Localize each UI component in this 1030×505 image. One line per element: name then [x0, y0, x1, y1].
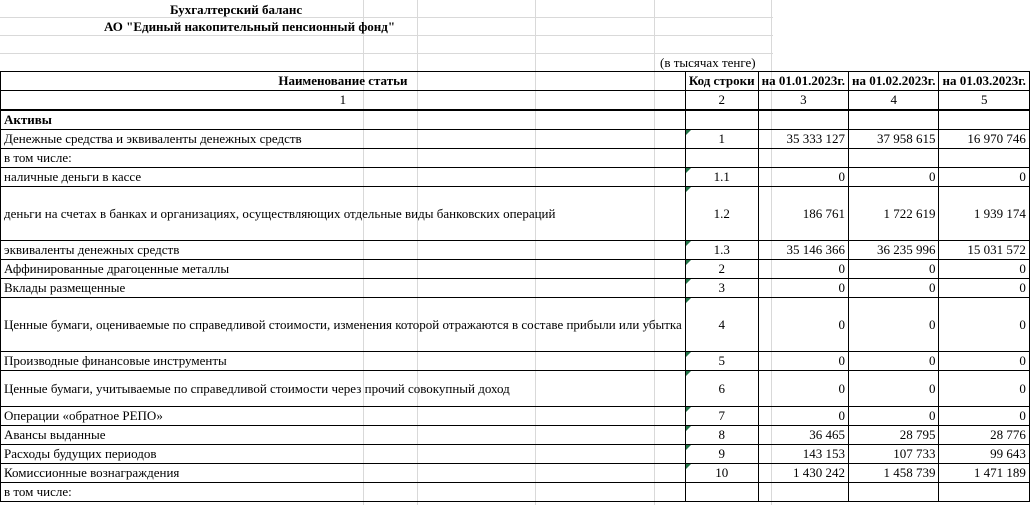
error-indicator-icon — [686, 464, 691, 469]
row-code-text: 9 — [718, 446, 725, 461]
row-name[interactable]: Аффинированные драгоценные металлы — [1, 260, 686, 279]
value-cell-2[interactable]: 0 — [849, 260, 939, 279]
value-cell-2[interactable]: 28 795 — [849, 426, 939, 445]
row-name[interactable]: наличные деньги в кассе — [1, 168, 686, 187]
row-name[interactable]: Операции «обратное РЕПО» — [1, 407, 686, 426]
row-code[interactable] — [685, 149, 758, 168]
section-title[interactable]: Активы — [1, 110, 686, 130]
grid-line — [0, 53, 773, 54]
row-code[interactable] — [685, 187, 758, 241]
value-cell-2[interactable] — [849, 483, 939, 502]
value-cell-3[interactable]: 0 — [939, 407, 1029, 426]
column-number[interactable]: 5 — [939, 91, 1029, 111]
value-cell-2[interactable]: 0 — [849, 168, 939, 187]
col-header-date-2[interactable]: на 01.02.2023г. — [849, 72, 939, 91]
value-cell-3[interactable]: 99 643 — [939, 445, 1029, 464]
value-cell-3[interactable]: 16 970 746 — [939, 130, 1029, 149]
table-row — [1, 241, 1030, 260]
value-cell-2[interactable]: 36 235 996 — [849, 241, 939, 260]
value-cell-2[interactable]: 1 722 619 — [849, 187, 939, 241]
column-number[interactable]: 3 — [758, 91, 848, 111]
value-cell-1[interactable]: 1 430 242 — [758, 464, 848, 483]
col-header-date-1[interactable]: на 01.01.2023г. — [758, 72, 848, 91]
table-row — [1, 279, 1030, 298]
row-code[interactable] — [685, 130, 758, 149]
value-cell-3[interactable]: 0 — [939, 371, 1029, 407]
value-cell-2[interactable]: 0 — [849, 279, 939, 298]
value-cell-2[interactable]: 37 958 615 — [849, 130, 939, 149]
table-row — [1, 130, 1030, 149]
table-row — [1, 371, 1030, 407]
row-name[interactable]: Комиссионные вознаграждения — [1, 464, 686, 483]
row-name[interactable]: Расходы будущих периодов — [1, 445, 686, 464]
row-code-text: 7 — [718, 408, 725, 423]
row-name[interactable]: Ценные бумаги, оцениваемые по справедливой стоимости, изменения которой отражаются в составе прибыли или убытка — [1, 298, 686, 352]
value-cell-1[interactable] — [758, 149, 848, 168]
row-code[interactable] — [685, 371, 758, 407]
row-code[interactable] — [685, 464, 758, 483]
table-row — [1, 149, 1030, 168]
error-indicator-icon — [686, 260, 691, 265]
error-indicator-icon — [686, 371, 691, 376]
row-code-text: 5 — [718, 353, 725, 368]
column-number[interactable]: 2 — [685, 91, 758, 111]
value-cell-1[interactable]: 35 146 366 — [758, 241, 848, 260]
row-code[interactable] — [685, 279, 758, 298]
row-code[interactable] — [685, 298, 758, 352]
error-indicator-icon — [686, 426, 691, 431]
col-header-date-3[interactable]: на 01.03.2023г. — [939, 72, 1029, 91]
table-cell[interactable] — [685, 110, 758, 130]
table-row — [1, 483, 1030, 502]
row-name[interactable]: в том числе: — [1, 483, 686, 502]
value-cell-2[interactable] — [849, 149, 939, 168]
error-indicator-icon — [686, 445, 691, 450]
value-cell-1[interactable]: 186 761 — [758, 187, 848, 241]
row-code-text: 4 — [718, 316, 725, 332]
value-cell-3[interactable]: 0 — [939, 168, 1029, 187]
table-cell[interactable] — [939, 110, 1029, 130]
row-code-text: 8 — [718, 427, 725, 442]
row-code[interactable] — [685, 426, 758, 445]
row-name[interactable]: Вклады размещенные — [1, 279, 686, 298]
value-cell-3[interactable]: 0 — [939, 352, 1029, 371]
column-number[interactable]: 1 — [1, 91, 686, 111]
value-cell-1[interactable]: 0 — [758, 168, 848, 187]
table-row — [1, 260, 1030, 279]
error-indicator-icon — [686, 298, 691, 303]
column-numbers-row — [1, 91, 1030, 111]
value-cell-1[interactable]: 0 — [758, 279, 848, 298]
value-cell-2[interactable]: 0 — [849, 407, 939, 426]
row-code-text: 3 — [718, 280, 725, 295]
error-indicator-icon — [686, 241, 691, 246]
row-code-text: 1.2 — [713, 205, 730, 221]
row-code[interactable] — [685, 483, 758, 502]
value-cell-2[interactable]: 107 733 — [849, 445, 939, 464]
value-cell-2[interactable]: 0 — [849, 371, 939, 407]
value-cell-1[interactable] — [758, 483, 848, 502]
value-cell-1[interactable]: 0 — [758, 298, 848, 352]
column-number[interactable]: 4 — [849, 91, 939, 111]
value-cell-1[interactable]: 35 333 127 — [758, 130, 848, 149]
value-cell-1[interactable]: 0 — [758, 260, 848, 279]
value-cell-2[interactable]: 0 — [849, 352, 939, 371]
value-cell-2[interactable]: 0 — [849, 298, 939, 352]
error-indicator-icon — [686, 130, 691, 135]
value-cell-3[interactable]: 15 031 572 — [939, 241, 1029, 260]
row-code-text: 1.3 — [713, 242, 730, 257]
row-code[interactable] — [685, 260, 758, 279]
row-code-text: 10 — [715, 465, 729, 480]
table-cell[interactable] — [849, 110, 939, 130]
value-cell-1[interactable]: 36 465 — [758, 426, 848, 445]
row-code-text: 6 — [718, 380, 725, 396]
header-row — [1, 72, 1030, 91]
value-cell-3[interactable]: 28 776 — [939, 426, 1029, 445]
row-name[interactable]: в том числе: — [1, 149, 686, 168]
row-name[interactable]: Денежные средства и эквиваленты денежных средств — [1, 130, 686, 149]
value-cell-3[interactable]: 1 471 189 — [939, 464, 1029, 483]
company-name: АО "Единый накопительный пенсионный фонд" — [104, 19, 396, 34]
table-row — [1, 407, 1030, 426]
value-cell-3[interactable]: 0 — [939, 279, 1029, 298]
row-code-text: 1.1 — [713, 169, 730, 184]
error-indicator-icon — [686, 407, 691, 412]
balance-table — [0, 71, 1030, 502]
value-cell-3[interactable]: 1 939 174 — [939, 187, 1029, 241]
error-indicator-icon — [686, 168, 691, 173]
row-name[interactable]: Авансы выданные — [1, 426, 686, 445]
row-code[interactable] — [685, 352, 758, 371]
row-name[interactable]: эквиваленты денежных средств — [1, 241, 686, 260]
row-name[interactable]: Производные финансовые инструменты — [1, 352, 686, 371]
value-cell-1[interactable]: 143 153 — [758, 445, 848, 464]
value-cell-3[interactable] — [939, 149, 1029, 168]
table-row — [1, 464, 1030, 483]
units-note: (в тысячах тенге) — [660, 55, 756, 70]
report-title: Бухгалтерский баланс — [170, 2, 303, 17]
value-cell-1[interactable]: 0 — [758, 371, 848, 407]
table-row — [1, 445, 1030, 464]
col-header-code[interactable]: Код строки — [685, 72, 758, 91]
row-name[interactable]: деньги на счетах в банках и организациях, осуществляющих отдельные виды банковских операций — [1, 187, 686, 241]
row-code[interactable] — [685, 241, 758, 260]
value-cell-1[interactable]: 0 — [758, 352, 848, 371]
row-code[interactable] — [685, 445, 758, 464]
value-cell-2[interactable]: 1 458 739 — [849, 464, 939, 483]
row-code-text: 2 — [718, 261, 725, 276]
table-row — [1, 168, 1030, 187]
table-row — [1, 426, 1030, 445]
error-indicator-icon — [686, 279, 691, 284]
value-cell-1[interactable]: 0 — [758, 407, 848, 426]
error-indicator-icon — [686, 187, 691, 192]
row-code[interactable] — [685, 168, 758, 187]
row-code-text: 1 — [718, 131, 725, 146]
table-cell[interactable] — [758, 110, 848, 130]
table-row — [1, 187, 1030, 241]
table-row — [1, 352, 1030, 371]
value-cell-3[interactable] — [939, 483, 1029, 502]
row-name[interactable]: Ценные бумаги, учитываемые по справедливой стоимости через прочий совокупный доход — [1, 371, 686, 407]
section-row — [1, 110, 1030, 130]
col-header-name[interactable]: Наименование статьи — [1, 72, 686, 91]
error-indicator-icon — [686, 352, 691, 357]
value-cell-3[interactable]: 0 — [939, 298, 1029, 352]
row-code[interactable] — [685, 407, 758, 426]
value-cell-3[interactable]: 0 — [939, 260, 1029, 279]
table-row — [1, 298, 1030, 352]
